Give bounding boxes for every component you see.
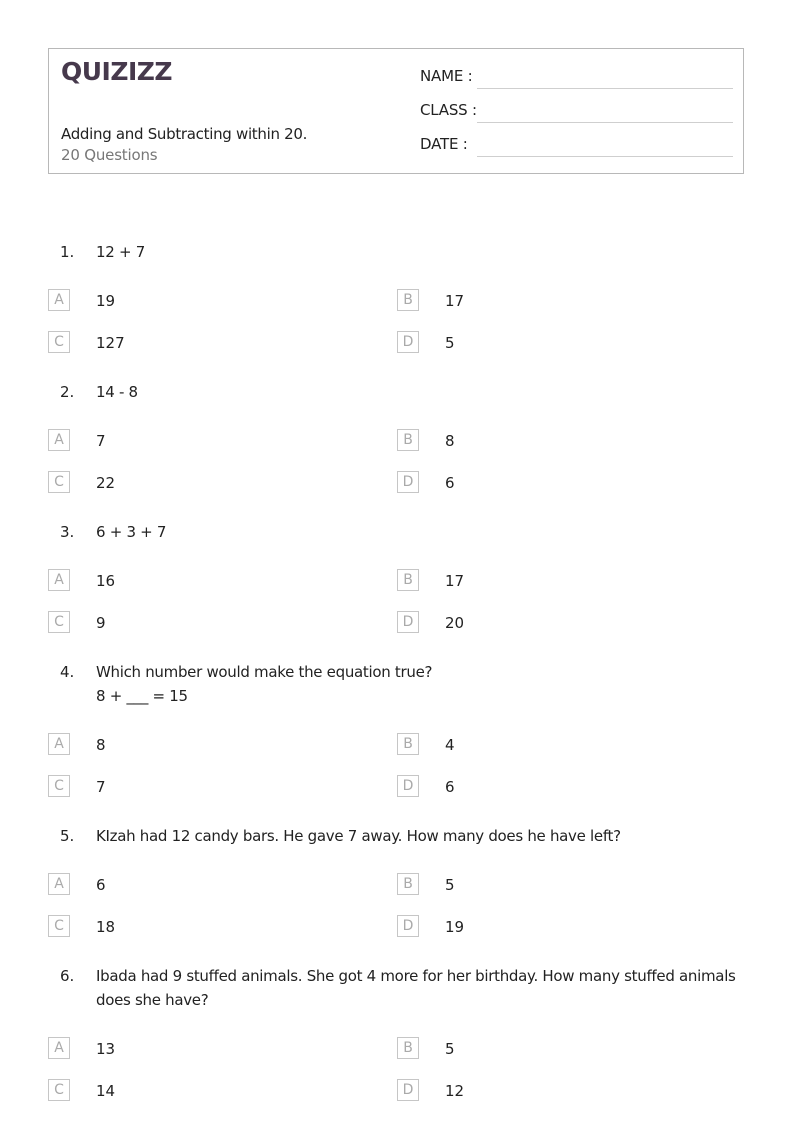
option-letter-box: B: [397, 289, 419, 311]
date-field[interactable]: [420, 135, 733, 157]
option-letter-box: D: [397, 915, 419, 937]
option-text: 13: [96, 1040, 116, 1058]
option-text: 17: [445, 572, 465, 590]
option-text: 5: [445, 876, 455, 894]
question-text: [96, 660, 746, 708]
option-text: 7: [96, 432, 106, 450]
worksheet-title: Adding and Subtracting within 20.: [61, 125, 308, 143]
option-letter-box: A: [48, 873, 70, 895]
option-letter-box: B: [397, 429, 419, 451]
question-number: 3.: [60, 523, 75, 541]
worksheet-header: [48, 48, 744, 174]
option-letter-box: A: [48, 569, 70, 591]
option-letter-box: C: [48, 611, 70, 633]
option-letter-box: C: [48, 915, 70, 937]
name-label: NAME :: [420, 67, 473, 85]
question-text: 6 + 3 + 7: [96, 523, 167, 541]
option-letter-box: C: [48, 331, 70, 353]
date-line[interactable]: [477, 156, 733, 157]
class-line[interactable]: [477, 122, 733, 123]
option-letter-box: A: [48, 429, 70, 451]
option-text: 19: [96, 292, 116, 310]
option-text: 6: [445, 474, 455, 492]
question-number: 5.: [60, 827, 75, 845]
option-text: 20: [445, 614, 465, 632]
option-text: 4: [445, 736, 455, 754]
question-number: 6.: [60, 967, 75, 985]
option-letter-box: D: [397, 611, 419, 633]
question-text-line-1: Which number would make the equation true?: [96, 663, 433, 681]
date-label: DATE :: [420, 135, 468, 153]
option-text: 5: [445, 1040, 455, 1058]
question-text-line-2: 8 + ___ = 15: [96, 687, 188, 705]
option-letter-box: D: [397, 331, 419, 353]
option-letter-box: B: [397, 733, 419, 755]
option-letter-box: A: [48, 1037, 70, 1059]
option-text: 6: [445, 778, 455, 796]
option-text: 22: [96, 474, 116, 492]
question-number: 1.: [60, 243, 75, 261]
quizizz-logo: QUIZIZZ: [61, 57, 173, 86]
option-text: 19: [445, 918, 465, 936]
option-text: 17: [445, 292, 465, 310]
option-letter-box: C: [48, 775, 70, 797]
question-number: 4.: [60, 663, 75, 681]
question-text: KIzah had 12 candy bars. He gave 7 away. How many does he have left?: [96, 827, 621, 845]
option-letter-box: D: [397, 775, 419, 797]
name-field[interactable]: [420, 67, 733, 89]
option-text: 9: [96, 614, 106, 632]
question-count: 20 Questions: [61, 146, 158, 164]
option-letter-box: B: [397, 873, 419, 895]
question-text: Ibada had 9 stuffed animals. She got 4 more for her birthday. How many stuffed animals does she have?: [96, 967, 736, 1009]
option-text: 16: [96, 572, 116, 590]
option-text: 127: [96, 334, 125, 352]
option-letter-box: A: [48, 289, 70, 311]
option-text: 7: [96, 778, 106, 796]
option-text: 12: [445, 1082, 465, 1100]
option-letter-box: C: [48, 471, 70, 493]
option-letter-box: B: [397, 1037, 419, 1059]
question-text: 12 + 7: [96, 243, 145, 261]
option-letter-box: A: [48, 733, 70, 755]
class-label: CLASS :: [420, 101, 477, 119]
option-text: 18: [96, 918, 116, 936]
option-text: 8: [96, 736, 106, 754]
option-letter-box: D: [397, 471, 419, 493]
class-field[interactable]: [420, 101, 733, 123]
option-letter-box: B: [397, 569, 419, 591]
option-letter-box: C: [48, 1079, 70, 1101]
option-text: 14: [96, 1082, 116, 1100]
option-letter-box: D: [397, 1079, 419, 1101]
question-text: 14 - 8: [96, 383, 138, 401]
question-number: 2.: [60, 383, 75, 401]
name-line[interactable]: [477, 88, 733, 89]
option-text: 6: [96, 876, 106, 894]
option-text: 5: [445, 334, 455, 352]
option-text: 8: [445, 432, 455, 450]
